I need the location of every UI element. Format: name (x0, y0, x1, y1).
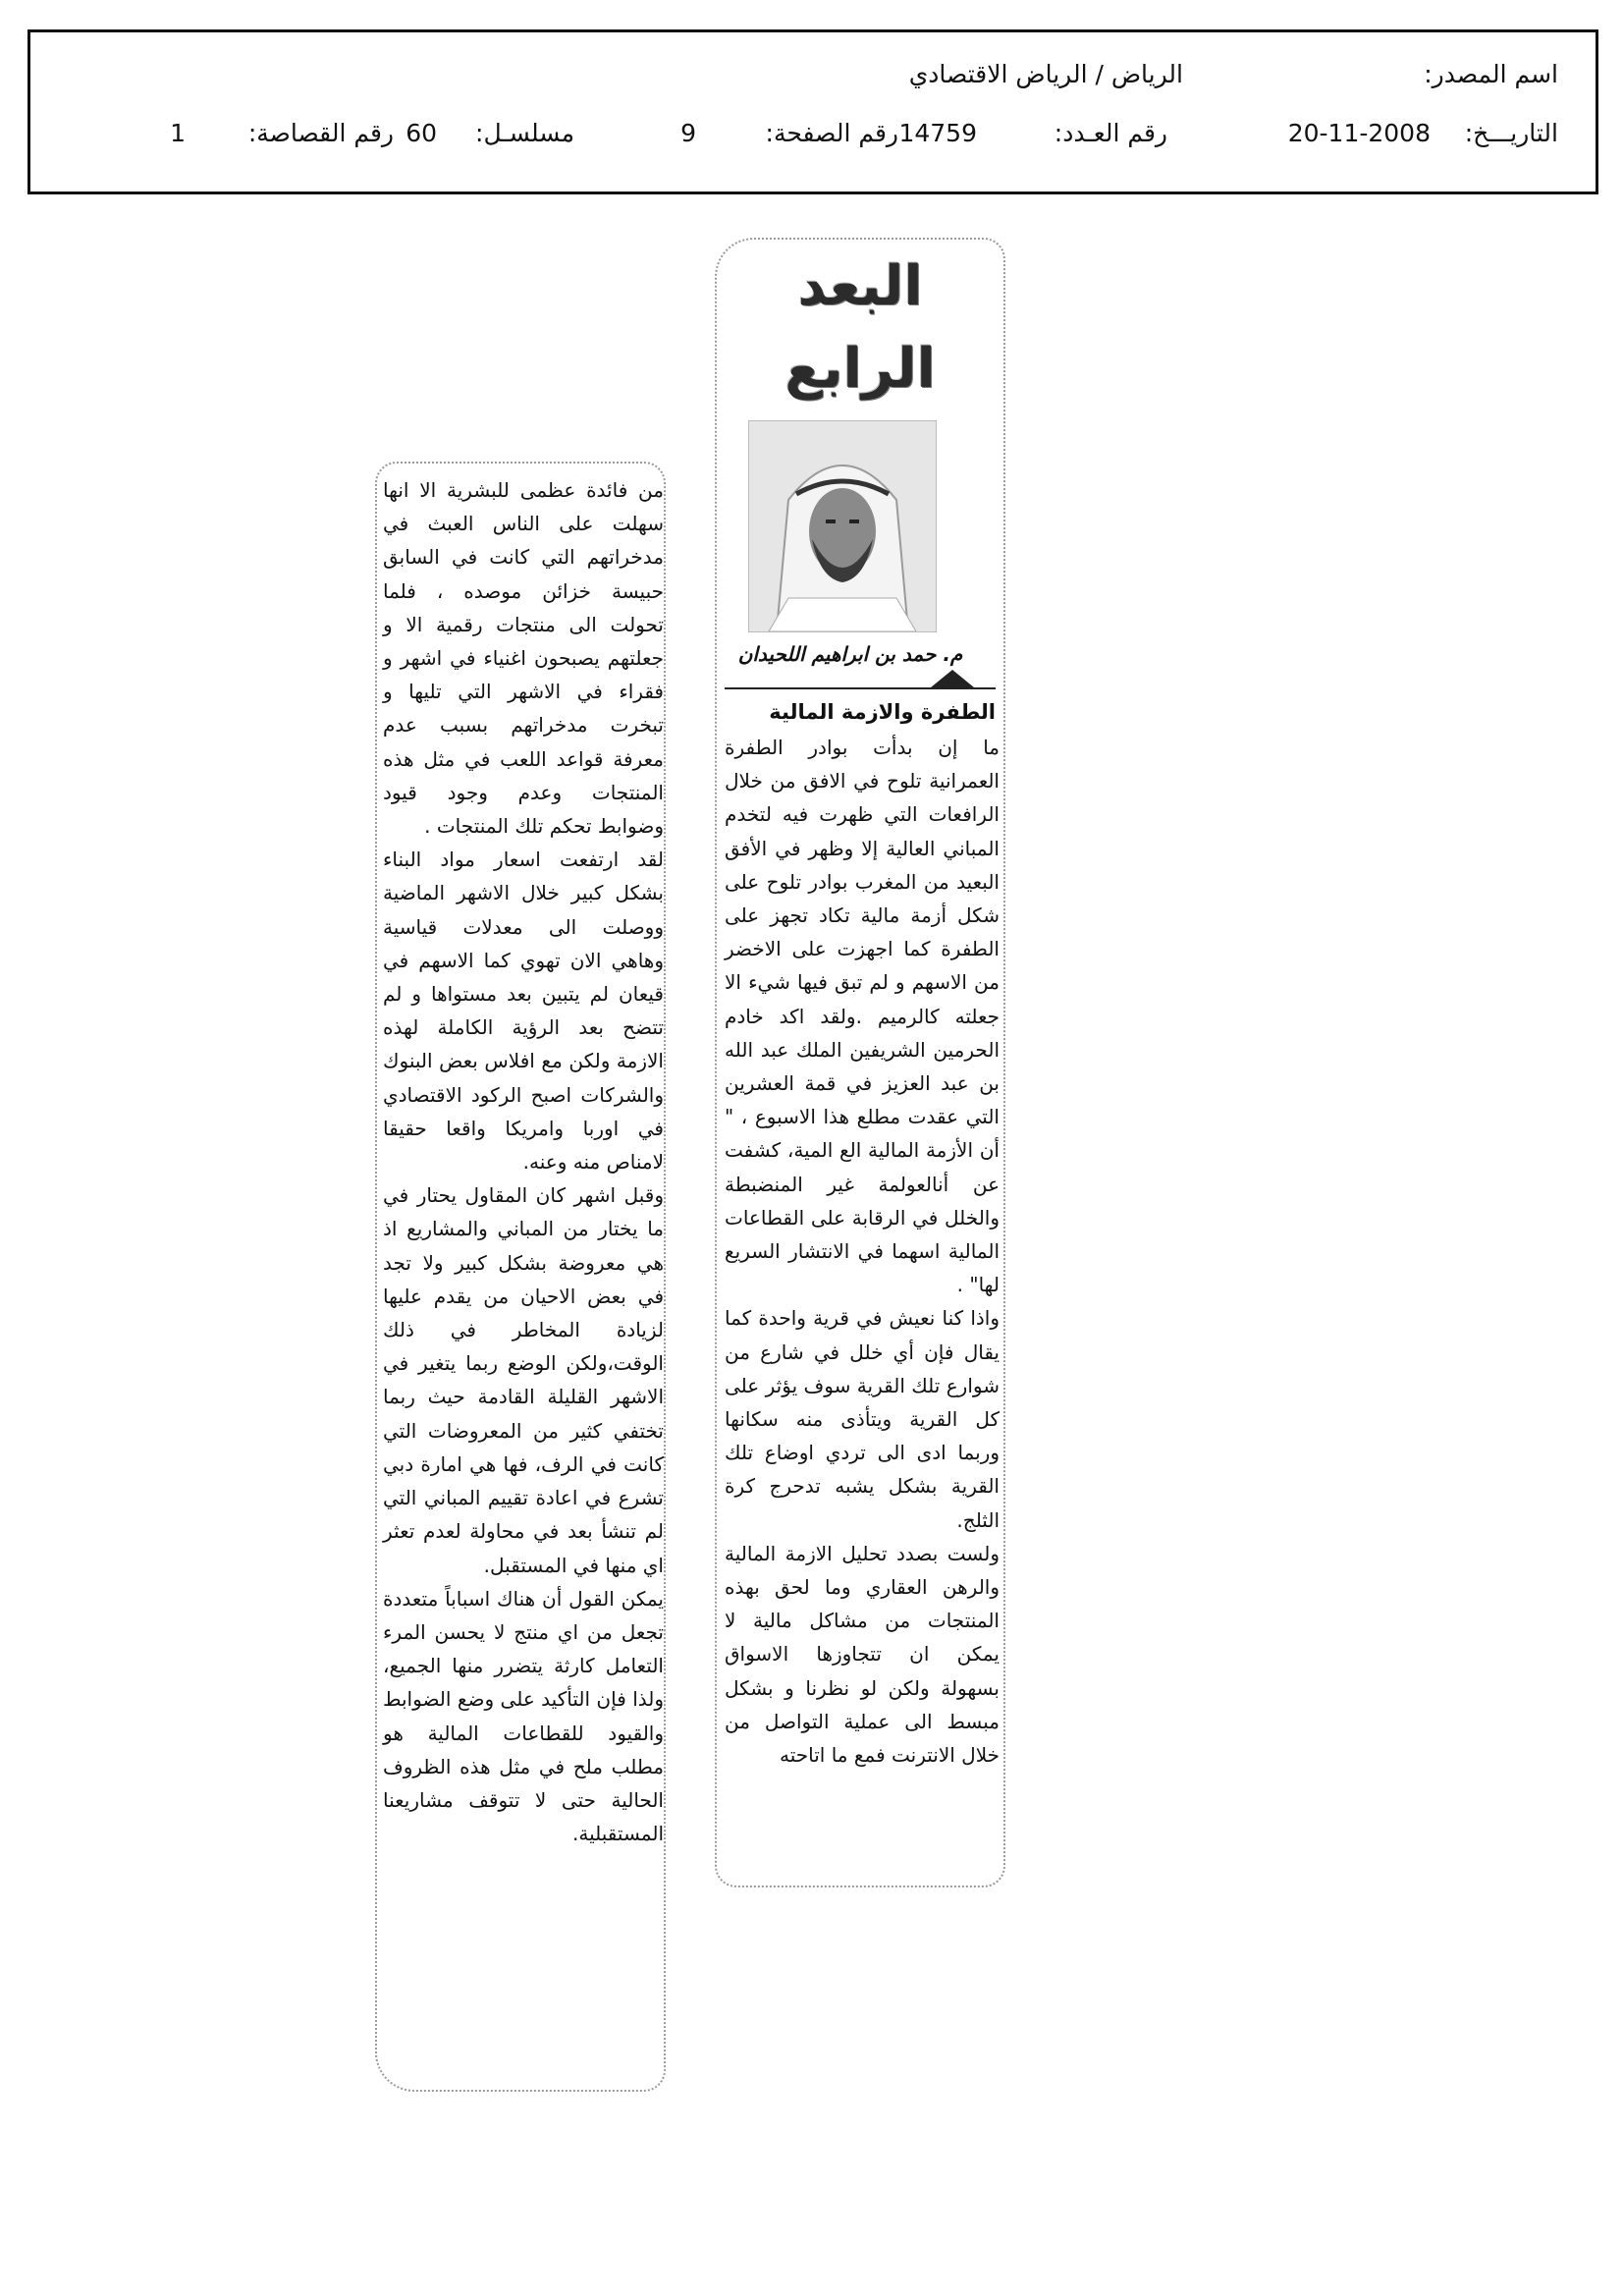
clip-value: 1 (170, 119, 186, 147)
paragraph: من فائدة عظمى للبشرية الا انها سهلت على الناس العبث في مدخراتهم التي كانت في السابق حبيسة خزائن موصده ، فلما تحولت الى منتجات رقمية الا و جعلتهم يصبحون اغنياء في اشهر و فقراء في الاشهر التي تليها و تبخرت مدخراتهم بسبب عدم معرفة قواعد اللعب في مثل هذه المنتجات وعدم وجود قيود وضوابط تحكم تلك المنتجات . (383, 478, 664, 839)
heading-divider (725, 687, 996, 689)
serial-label: مسلسـل: (475, 119, 574, 147)
page-label: رقم الصفحة: (765, 119, 898, 147)
column-title-line2: الرابع (784, 337, 936, 401)
source-label: اسم المصدر: (1424, 60, 1558, 88)
clip-label: رقم القصاصة: (247, 119, 394, 147)
date-value: 20-11-2008 (1287, 119, 1431, 147)
writer-photo (748, 420, 937, 632)
paragraph: يمكن القول أن هناك اسباباً متعددة تجعل من اي منتج لا يحسن المرء التعامل كارثة يتضرر منها الجميع، ولذا فإن التأكيد على وضع الضوابط والقيود للقطاعات المالية هو مطلب ملح في مثل هذه الظروف الحالية حتى لا تتوقف مشاريعنا المستقبلية. (383, 1586, 664, 1846)
paragraph: ولست بصدد تحليل الازمة المالية والرهن العقاري وما لحق بهذه المنتجات من مشاكل مالية لا يمكن ان تتجاوزها الاسواق بسهولة ولكن لو نظرنا و بشكل مبسط الى عملية التواصل من خلال الانترنت فمع ما اتاحته (725, 1541, 1000, 1768)
paragraph: ما إن بدأت بوادر الطفرة العمرانية تلوح في الافق من خلال الرافعات التي ظهرت فيه لتخدم المباني العالية إلا وظهر في الأفق البعيد من المغرب بوادر تلوح على شكل أزمة مالية تكاد تجهز على الطفرة كما اجهزت على الاخضر من الاسهم و لم تبق فيها شيء الا جعلته كالرميم .ولقد اكد خادم الحرمين الشريفين الملك عبد الله بن عبد العزيز في قمة العشرين التي عقدت مطلع هذا الاسبوع ، " أن الأزمة المالية الع المية، كشفت عن أنالعولمة غير المنضبطة والخلل في الرقابة على القطاعات المالية اسهما في الانتشار السريع لها" . (725, 736, 1000, 1297)
date-label: التاريـــخ: (1464, 119, 1558, 147)
source-value: الرياض / الرياض الاقتصادي (908, 60, 1183, 88)
paragraph: لقد ارتفعت اسعار مواد البناء بشكل كبير خلال الاشهر الماضية ووصلت الى معدلات قياسية وهاهي الان تهوي كما الاسهم في قيعان لم يتبين بعد مستواها و لم تتضح بعد الرؤية الكاملة لهذه الازمة ولكن مع افلاس بعض البنوك والشركات اصبح الركود الاقتصادي في اوربا وامريكا واقعا حقيقا لامناص منه وعنه. (383, 847, 664, 1175)
paragraph: واذا كنا نعيش في قرية واحدة كما يقال فإن أي خلل في شارع من شوارع تلك القرية سوف يؤثر على كل القرية ويتأذى منه سكانها وربما ادى الى تردي اوضاع تلك القرية بشكل يشبه تدحرج كرة الثلج. (725, 1306, 1000, 1532)
issue-value: 14759 (898, 119, 977, 147)
writer-marker-icon (931, 670, 974, 687)
article-column-right (725, 731, 1000, 1772)
serial-value: 60 (406, 119, 437, 147)
page-value: 9 (680, 119, 696, 147)
issue-label: رقم العـدد: (1054, 119, 1167, 147)
article-heading: الطفرة والازمة المالية (769, 700, 996, 724)
paragraph: وقبل اشهر كان المقاول يحتار في ما يختار من المباني والمشاريع اذ هي معروضة بشكل كبير ولا تجد في بعض الاحيان من يقدم عليها لزيادة المخاطر في ذلك الوقت،ولكن الوضع ربما يتغير في الاشهر القليلة القادمة حيث ربما تختفي كثير من المعروضات التي كانت في الرف، فها هي امارة دبي تشرع في اعادة تقييم المباني التي لم تنشأ بعد في محاولة لعدم تعثر اي منها في المستقبل. (383, 1183, 664, 1577)
column-title-line1: البعد (797, 254, 923, 318)
article-column-left (383, 473, 664, 1850)
column-title (723, 246, 998, 410)
clipping-header (27, 29, 1598, 194)
writer-name: م. حمد بن ابراهيم اللحيدان (737, 642, 963, 666)
